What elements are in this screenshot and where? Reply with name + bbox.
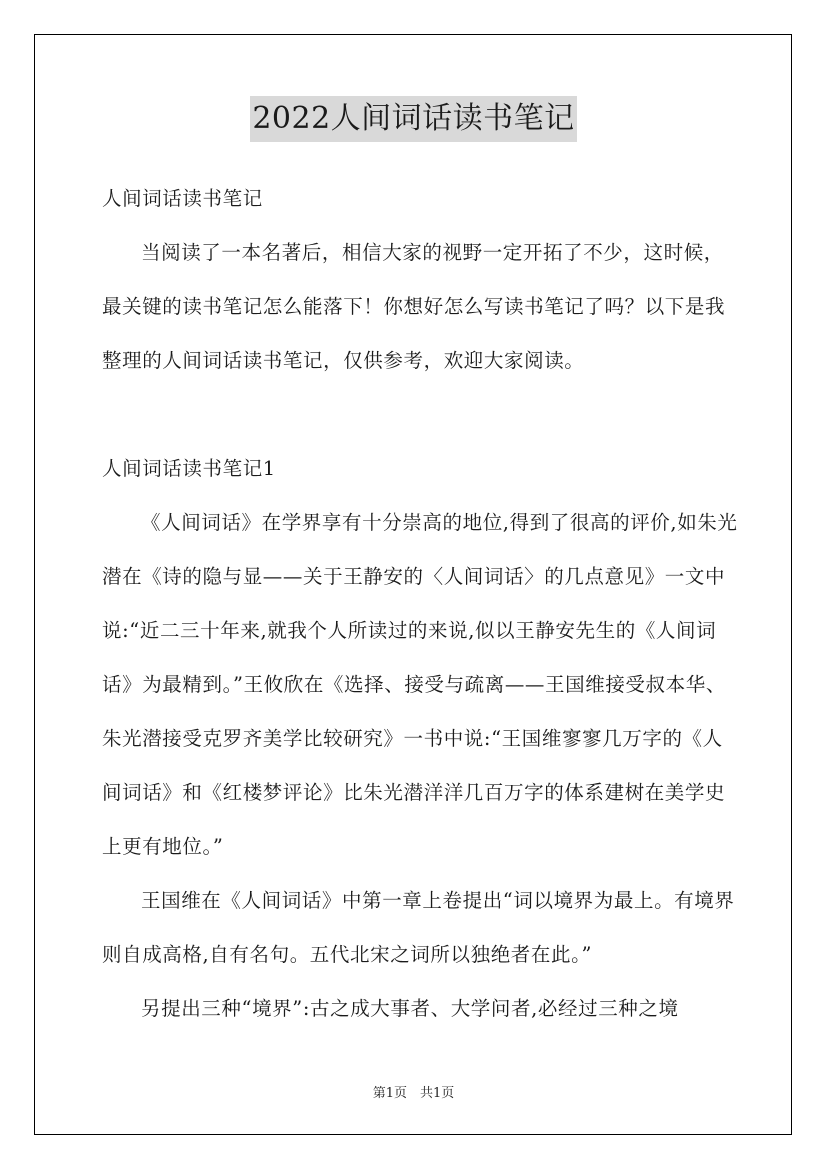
body-paragraph-1: 《人间词话》在学界享有十分崇高的地位,得到了很高的评价,如朱光潜在《诗的隐与显——关于王静安的〈人间词话〉的几点意见》一文中说:“近二三十年来,就我个人所读过的来说,似以王静安先生的《人间词话》为最精到。”王攸欣在《选择、接受与疏离——王国维接受叔本华、朱光潜接受克罗齐美学比较研究》一书中说:“王国维寥寥几万字的《人间词话》和《红楼梦评论》比朱光潜洋洋几百万字的体系建树在美学史上更有地位。” bbox=[102, 511, 738, 858]
intro-heading: 人间词话读书笔记 bbox=[102, 187, 263, 210]
intro-paragraph: 当阅读了一本名著后，相信大家的视野一定开拓了不少，这时候，最关键的读书笔记怎么能落下！你想好怎么写读书笔记了吗？以下是我整理的人间词话读书笔记，仅供参考，欢迎大家阅读。 bbox=[102, 241, 726, 372]
document-title: 2022人间词话读书笔记 bbox=[250, 96, 576, 142]
body-paragraph-2: 王国维在《人间词话》中第一章上卷提出“词以境界为最上。有境界则自成高格,自有名句。五代北宋之词所以独绝者在此。” bbox=[102, 889, 735, 966]
section-heading: 人间词话读书笔记1 bbox=[102, 457, 276, 480]
page-number-footer: 第1页 共1页 bbox=[372, 1086, 455, 1101]
blank-line bbox=[102, 388, 742, 442]
document-body bbox=[102, 172, 742, 1036]
title-container bbox=[0, 96, 827, 142]
body-paragraph-3: 另提出三种“境界”:古之成大事者、大学问者,必经过三种之境 bbox=[141, 997, 679, 1020]
